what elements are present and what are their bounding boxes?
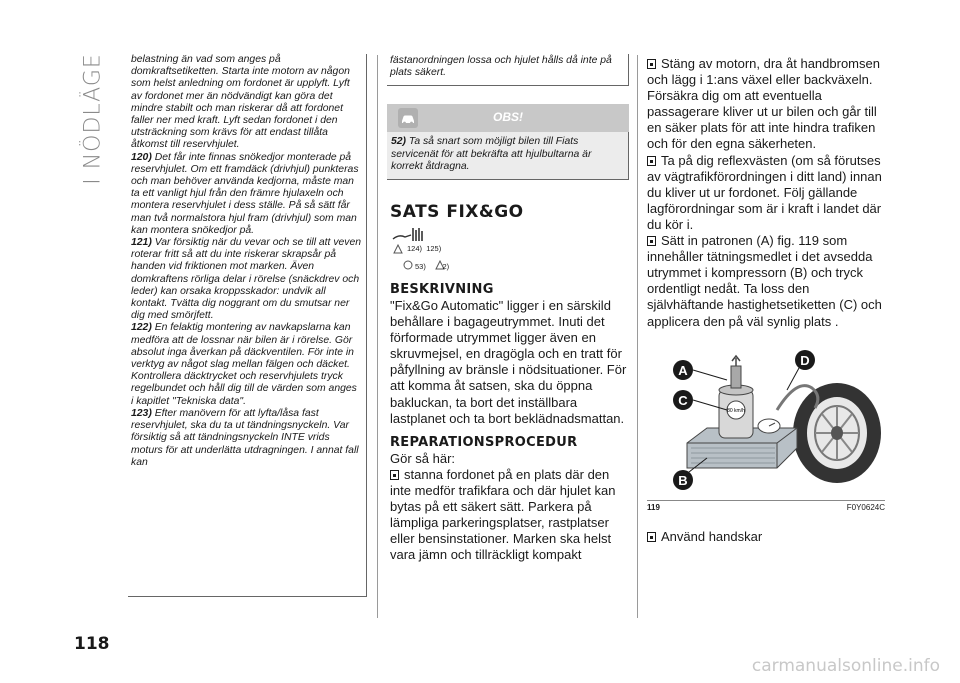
warning-continuation-text: fästanordningen lossa och hjulet hålls då inte på plats säkert. — [390, 55, 612, 79]
watermark: carmanualsonline.info — [751, 656, 940, 676]
reference-label: 2) — [442, 262, 450, 272]
bullet-square-icon — [647, 59, 656, 69]
hand-service-icon — [391, 224, 431, 244]
column-3 — [647, 56, 885, 545]
note-paragraph: 121) Var försiktig när du vevar och se till att veven roterar fritt så att du inte riskerar skrapsår på handen vid friktionen mot marken. Även domkraftens rörliga delar i rörelse (snäckdrev och leder) kan orsaka kroppsskador: undvik all kontakt. Tvätta dig noggrant om du smutsar ner dig med smörjfett. — [131, 237, 362, 322]
reference-icons — [391, 222, 629, 280]
note-paragraph: 122) En felaktig montering av navkapslarna kan medföra att de lossnar när bilen är i rörelse. Gör absolut inga åverkan på däckventilen. För inte in verktyg av något slag mellan fälgen och däcket. Kontrollera däcktrycket och reservhjulets tryck regelbundet och håll dig till de värden som anges i kapitlet "Tekniska data". — [131, 322, 357, 407]
column-divider-2 — [637, 55, 638, 618]
column-2 — [387, 54, 629, 563]
warning-triangle-icon — [393, 244, 403, 254]
note-number: 120) — [131, 151, 152, 163]
fix-and-go-kit-illustration — [647, 348, 885, 498]
obs-label: OBS! — [493, 110, 523, 125]
figure-label-d: D — [800, 352, 810, 368]
warning-continuation-box — [387, 54, 629, 86]
chapter-side-title — [78, 44, 108, 194]
warning-notes-box — [128, 54, 367, 597]
reference-row-1 — [407, 244, 441, 253]
obs-note-text: Ta så snart som möjligt bilen till Fiats servicenät för att bekräfta att hjulbultarna är korrekt åtdragna. — [391, 136, 592, 172]
procedure-step: Stäng av motorn, dra åt handbromsen och lägg i 1:ans växel eller backväxeln. Försäkra dig om att eventuella passagerare kliver ut ur bilen och går till en säker plats för att inte hindra trafiken och för den egna säkerheten. — [647, 56, 880, 152]
warning-notes — [128, 54, 366, 469]
cartridge-speed-label: 80 km/h — [727, 407, 745, 414]
obs-header — [387, 104, 629, 132]
chapter-side-title-text: I NÖDLÄGE — [80, 53, 106, 185]
page-number: 118 — [74, 634, 110, 654]
reference-label: 53) — [415, 262, 426, 272]
figure-number: 119 — [647, 502, 660, 512]
procedure-step: Sätt in patronen (A) fig. 119 som innehåller tätningsmedlet i det avsedda utrymmet i kompressorn (B) och tryck ordentligt nedåt. Ta loss den självhäftande hastighetsetiketten (C) och applicera den på väl synlig plats . — [647, 233, 882, 329]
note-number: 123) — [131, 407, 152, 419]
bullet-square-icon — [647, 532, 656, 542]
reference-label: 124) — [407, 244, 423, 254]
note-paragraph: 123) Efter manövern för att lyfta/låsa fast reservhjulet, ska du ta ut tändningsnyckeln. Var försiktig så att tändningsnyckeln INTE vrids moturs för att underlätta utdragningen. I annat fall kan — [131, 407, 359, 468]
bullet-square-icon — [647, 156, 656, 166]
column-divider-1 — [377, 55, 378, 618]
procedure-intro: Gör så här: — [390, 450, 456, 466]
procedure-step: Använd handskar — [647, 529, 885, 545]
caution-icon — [403, 260, 413, 270]
figure-label-c: C — [678, 392, 688, 408]
note-number: 122) — [131, 322, 152, 334]
section-title: SATS FIX&GO — [390, 202, 524, 223]
reference-label: 125) — [426, 244, 442, 254]
note-number: 121) — [131, 237, 152, 249]
obs-note-number: 52) — [391, 136, 407, 148]
procedure-step: stanna fordonet på en plats där den inte medför trafikfara och där hjulet kan bytas på ett säkert sätt. Parkera på lämpliga parkeringsplatser, rastplatser eller bensinstationer. Marken ska helst vara jämn och tillräckligt kompakt — [390, 466, 616, 563]
reference-row-2 — [415, 262, 449, 271]
figure-label-a: A — [678, 362, 688, 378]
description-text: "Fix&Go Automatic" ligger i en särskild behållare i bagageutrymmet. Inuti det förformade utrymmet ligger även en skruvmejsel, en dragögla och en tratt för påfyllning av bränsle i nödsituationer. För att komma åt satsen, ska du öppna bakluckan, ta bort det inställbara lastplanet och ta bort beklädnadsmattan. — [390, 298, 627, 426]
obs-note — [387, 132, 629, 180]
subsection-title-procedure: REPARATIONSPROCEDUR — [390, 434, 578, 450]
note-paragraph: belastning än vad som anges på domkraftsetiketten. Starta inte motorn av någon som helst anledning om fordonet är upplyft. Lyft av fordonet mer än nödvändigt kan göra det mindre stabilt och man riskerar då att fordonet faller ner med kraft. Lyft sedan fordonet i den utsträckning som krävs för att endast tillåta åtkomst till reservhjulet. — [131, 54, 350, 151]
figure-code: F0Y0624C — [846, 502, 885, 512]
figure-119 — [647, 348, 885, 498]
bullet-square-icon — [390, 470, 399, 480]
figure-label-b: B — [678, 472, 688, 488]
subsection-title-description: BESKRIVNING — [390, 282, 494, 298]
note-paragraph: 120) Det får inte finnas snökedjor monterade på reservhjulet. Om ett framdäck (drivhjul) punkteras och man behöver använda kedjorna, måste man ta ett vanligt hjul från den främre hjulaxeln och montera reservhjulet i dess ställe. På så sätt får man två normalstora hjul fram (drivhjul) som man kan montera snökedjor på. — [131, 151, 359, 236]
procedure-step: Ta på dig reflexvästen (om så förutses av vägtrafikförordningen i ditt land) innan du kliver ut ur fordonet. Följ gällande lagförordningar som är i kraft i landet där du kör i. — [647, 152, 882, 232]
figure-caption — [647, 500, 885, 515]
bullet-square-icon — [647, 236, 656, 246]
